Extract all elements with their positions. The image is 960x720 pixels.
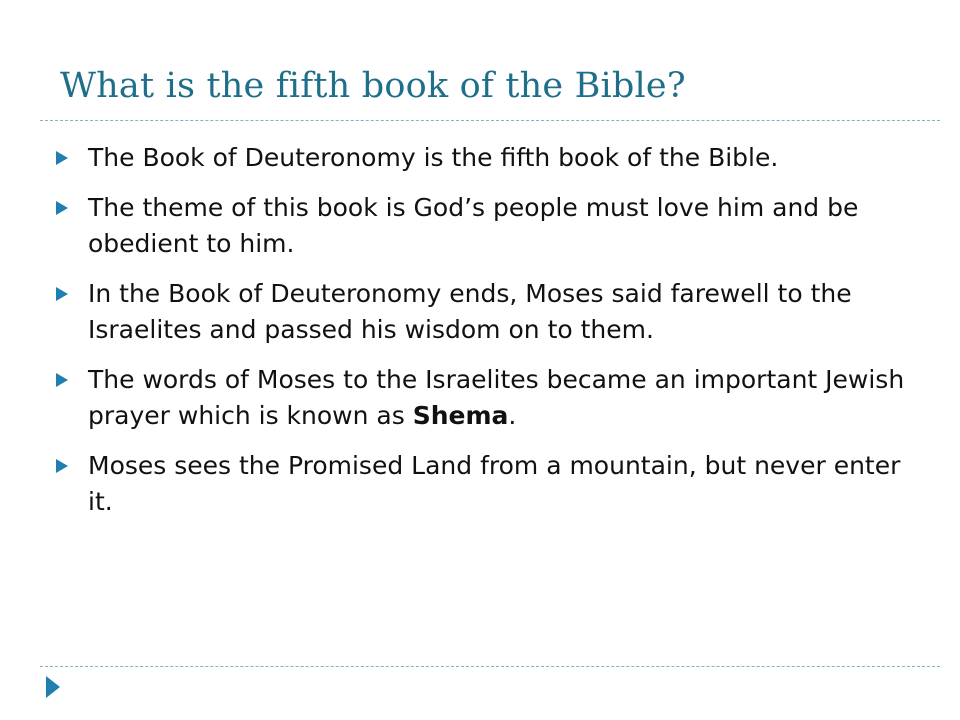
- bullet-text: In the Book of Deuteronomy ends, Moses said farewell to the Israelites and passed his wisdom on to them.: [88, 279, 852, 344]
- bullet-text: The theme of this book is God’s people must love him and be obedient to him.: [88, 193, 859, 258]
- bullet-list: [56, 140, 926, 534]
- footer-divider: [40, 666, 940, 667]
- triangle-right-icon: [56, 448, 88, 484]
- bullet-item: [56, 276, 926, 348]
- triangle-right-icon: [56, 140, 88, 176]
- bullet-text: Moses sees the Promised Land from a mountain, but never enter it.: [88, 451, 901, 516]
- title-divider: [40, 120, 940, 121]
- bullet-text-post: .: [508, 401, 517, 430]
- bullet-item: [56, 190, 926, 262]
- bullet-text-bold: Shema: [412, 401, 509, 430]
- slide-title: What is the fifth book of the Bible?: [60, 66, 686, 106]
- bullet-text-pre: The words of Moses to the Israelites became an important Jewish prayer which is known as: [88, 365, 905, 430]
- bullet-item: [56, 140, 926, 176]
- triangle-right-icon: [46, 676, 60, 703]
- bullet-text: [88, 362, 926, 434]
- triangle-right-icon: [56, 190, 88, 226]
- bullet-item: [56, 362, 926, 434]
- triangle-right-icon: [56, 276, 88, 312]
- bullet-item: [56, 448, 926, 520]
- triangle-right-icon: [56, 362, 88, 398]
- bullet-text: The Book of Deuteronomy is the fifth book of the Bible.: [88, 143, 779, 172]
